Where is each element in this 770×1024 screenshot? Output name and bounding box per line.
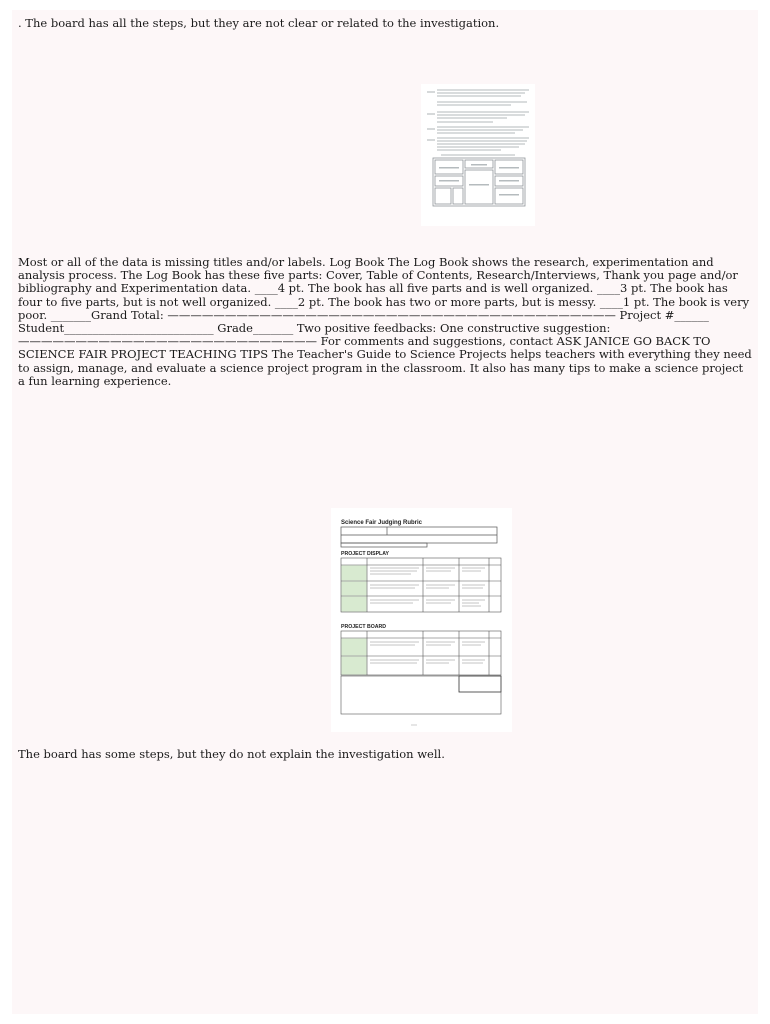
paragraph-log-book-rubric: Most or all of the data is missing titles and/or labels. Log Book The Log Book shows the research, experimentation and analysis process. The Log Book has these five parts: Cover, Table of Contents, Research/Interviews, Thank you page and/or bibliography and Experimentation data. ____4 pt. The book has all five parts and is well organized. ____3 pt. The book has four to five parts, but is not well organized. ____2 pt. The book has two or more parts, but is messy. ____1 pt. The book is very poor. _______Grand Total: ——————————————————————————————————————— Project #______ Student__________________________ Grade_______ Two positive feedbacks: One constructive suggestion: —————————————————————————— For comments and suggestions, contact ASK JANICE GO BACK TO SCIENCE FAIR PROJECT TEACHING TIPS The Teacher's Guide to Science Projects helps teachers with everything they need to assign, manage, and evaluate a science project program in the classroom. It also has many tips to make a science project a fun learning experience. xyxy=(18,255,752,388)
paragraph-board-steps-not-explained: The board has some steps, but they do not explain the investigation well. xyxy=(18,747,445,761)
rubric-section-board: PROJECT BOARD xyxy=(341,624,386,630)
paragraph-board-steps-unclear: . The board has all the steps, but they are not clear or related to the investigation. xyxy=(18,16,500,30)
rubric-title: Science Fair Judging Rubric xyxy=(341,520,423,526)
worksheet-thumbnail-image xyxy=(421,84,535,226)
rubric-section-display: PROJECT DISPLAY xyxy=(341,551,389,557)
judging-rubric-thumbnail-image xyxy=(331,508,512,732)
